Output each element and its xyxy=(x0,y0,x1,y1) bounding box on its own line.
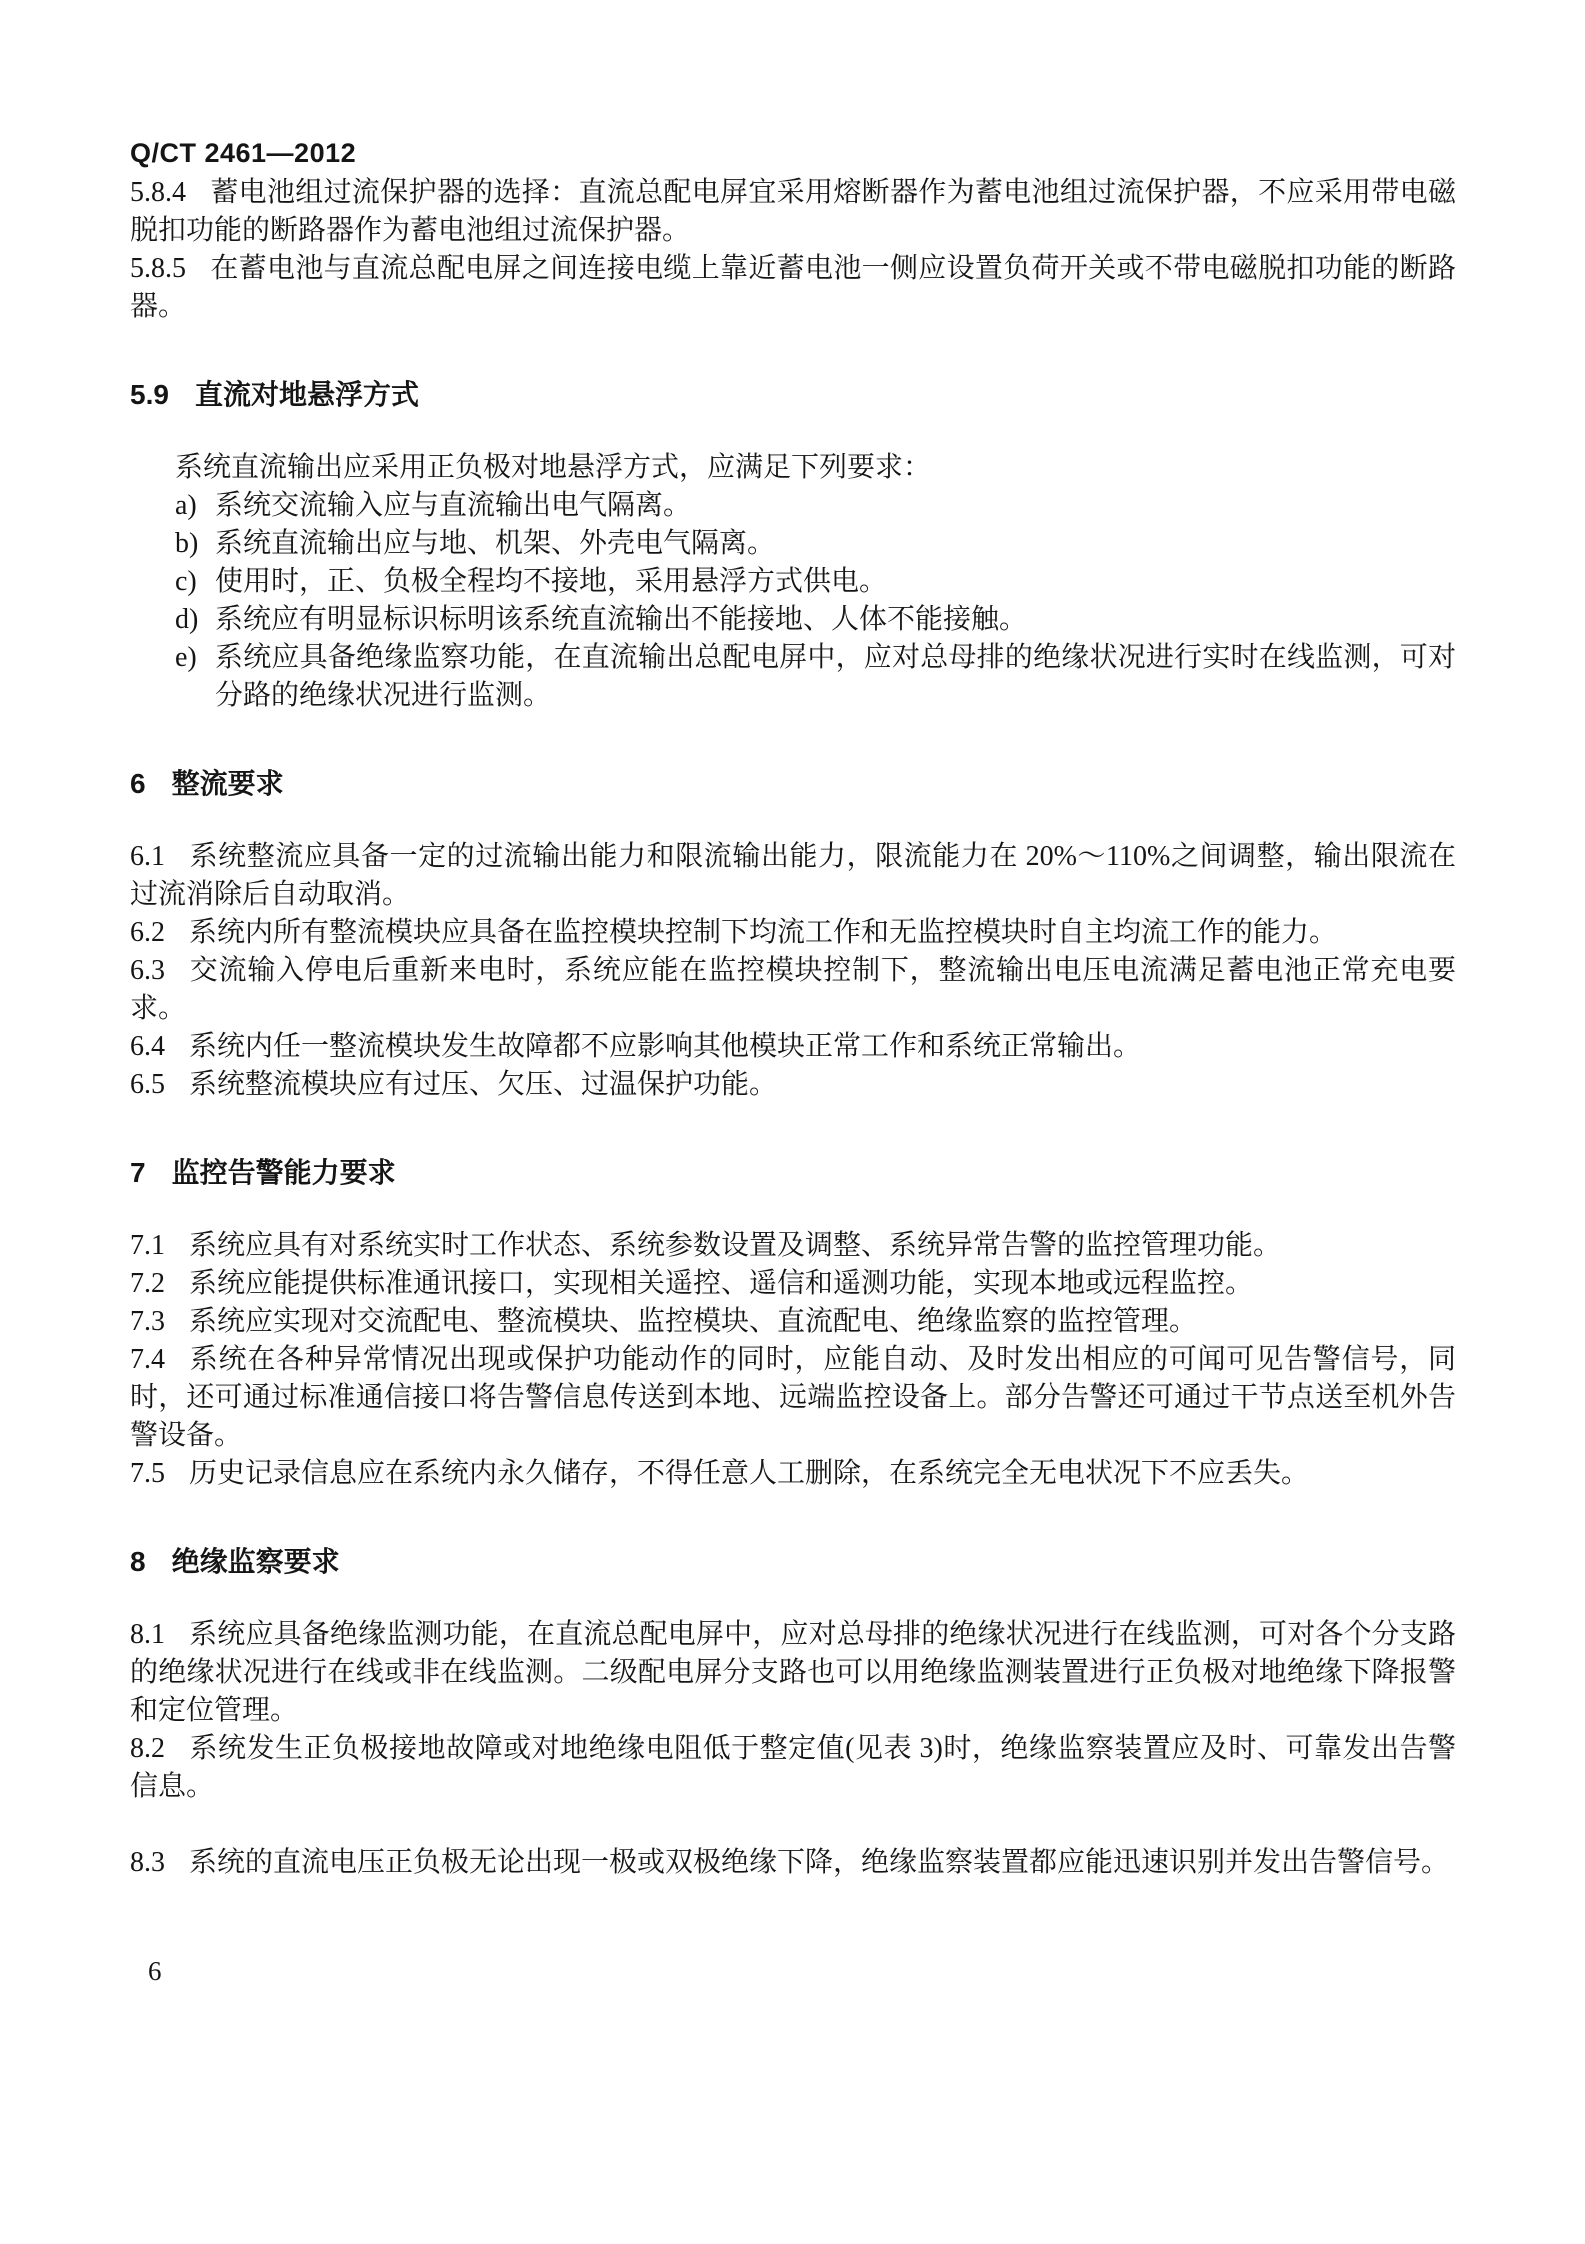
clause-number: 8.1 xyxy=(130,1619,165,1650)
clause-number: 6.2 xyxy=(130,917,165,948)
clause-text: 系统整流模块应有过压、欠压、过温保护功能。 xyxy=(189,1069,778,1100)
clause-text: 交流输入停电后重新来电时，系统应能在监控模块控制下，整流输出电压电流满足蓄电池正常充电要求。 xyxy=(130,955,1456,1024)
clause-text: 系统整流应具备一定的过流输出能力和限流输出能力，限流能力在 20%～110%之间调整，输出限流在过流消除后自动取消。 xyxy=(130,841,1456,910)
clause-text: 系统内所有整流模块应具备在监控模块控制下均流工作和无监控模块时自主均流工作的能力。 xyxy=(189,917,1338,948)
list-marker: c) xyxy=(175,566,197,597)
clause-paragraph xyxy=(130,1303,1456,1341)
clause-paragraph xyxy=(130,1341,1456,1455)
clause-paragraph xyxy=(130,1028,1456,1066)
clause-text: 系统的直流电压正负极无论出现一极或双极绝缘下降，绝缘监察装置都应能迅速识别并发出告警信号。 xyxy=(189,1847,1450,1878)
list-marker: b) xyxy=(175,528,199,559)
clause-text: 系统发生正负极接地故障或对地绝缘电阻低于整定值(见表 3)时，绝缘监察装置应及时、可靠发出告警信息。 xyxy=(130,1733,1456,1802)
clause-text: 系统内任一整流模块发生故障都不应影响其他模块正常工作和系统正常输出。 xyxy=(189,1031,1142,1062)
clause-text: 历史记录信息应在系统内永久储存，不得任意人工删除，在系统完全无电状况下不应丢失。 xyxy=(189,1458,1310,1489)
list-item-text: 系统直流输出应与地、机架、外壳电气隔离。 xyxy=(215,528,776,559)
clause-number: 5.8.5 xyxy=(130,253,186,284)
section-number: 7 xyxy=(130,1157,146,1188)
section-title: 监控告警能力要求 xyxy=(171,1157,396,1188)
page-number: 6 xyxy=(148,1956,162,1986)
clause-number: 6.1 xyxy=(130,841,165,872)
clause-number: 8.2 xyxy=(130,1733,165,1764)
clause-paragraph xyxy=(130,914,1456,952)
list-item-text: 系统应具备绝缘监察功能，在直流输出总配电屏中，应对总母排的绝缘状况进行实时在线监测，可对分路的绝缘状况进行监测。 xyxy=(215,642,1456,711)
clause-paragraph xyxy=(130,1616,1456,1730)
section-number: 8 xyxy=(130,1546,146,1577)
section-title: 直流对地悬浮方式 xyxy=(194,379,419,410)
list-item-text: 系统交流输入应与直流输出电气隔离。 xyxy=(215,490,692,521)
clause-number: 8.3 xyxy=(130,1847,165,1878)
clause-paragraph xyxy=(130,1265,1456,1303)
clause-number: 7.1 xyxy=(130,1230,165,1261)
clause-number: 7.4 xyxy=(130,1344,165,1375)
section-title: 绝缘监察要求 xyxy=(171,1546,340,1577)
clause-number: 7.3 xyxy=(130,1306,165,1337)
clause-text: 系统应具备绝缘监测功能，在直流总配电屏中，应对总母排的绝缘状况进行在线监测，可对各个分支路的绝缘状况进行在线或非在线监测。二级配电屏分支路也可以用绝缘监测装置进行正负极对地绝缘下降报警和定位管理。 xyxy=(130,1619,1456,1726)
clause-text: 系统应具有对系统实时工作状态、系统参数设置及调整、系统异常告警的监控管理功能。 xyxy=(189,1230,1282,1261)
list-item-text: 系统应有明显标识标明该系统直流输出不能接地、人体不能接触。 xyxy=(215,604,1028,635)
clause-paragraph xyxy=(130,1066,1456,1104)
clause-paragraph xyxy=(130,1844,1456,1882)
clause-text: 系统应能提供标准通讯接口，实现相关遥控、遥信和遥测功能，实现本地或远程监控。 xyxy=(189,1268,1254,1299)
list-item xyxy=(175,601,1456,639)
clause-paragraph xyxy=(130,1455,1456,1493)
section-title: 整流要求 xyxy=(171,768,284,799)
list-item xyxy=(175,563,1456,601)
clause-text: 蓄电池组过流保护器的选择：直流总配电屏宜采用熔断器作为蓄电池组过流保护器，不应采用带电磁脱扣功能的断路器作为蓄电池组过流保护器。 xyxy=(130,177,1456,246)
list-marker: d) xyxy=(175,604,199,635)
clause-number: 6.5 xyxy=(130,1069,165,1100)
clause-number: 6.4 xyxy=(130,1031,165,1062)
section-heading xyxy=(130,376,1456,414)
clause-number: 7.2 xyxy=(130,1268,165,1299)
clause-paragraph xyxy=(130,174,1456,250)
clause-text: 系统应实现对交流配电、整流模块、监控模块、直流配电、绝缘监察的监控管理。 xyxy=(189,1306,1198,1337)
section-number: 5.9 xyxy=(130,379,169,410)
clause-text: 系统在各种异常情况出现或保护功能动作的同时，应能自动、及时发出相应的可闻可见告警信号，同时，还可通过标准通信接口将告警信息传送到本地、远端监控设备上。部分告警还可通过干节点送至机外告警设备。 xyxy=(130,1344,1456,1451)
clause-paragraph xyxy=(130,838,1456,914)
list-marker: a) xyxy=(175,490,197,521)
clause-number: 7.5 xyxy=(130,1458,165,1489)
doc-number: Q/CT 2461—2012 xyxy=(130,138,357,168)
intro-paragraph xyxy=(130,449,1456,487)
document-body xyxy=(130,174,1456,1882)
section-number: 6 xyxy=(130,768,146,799)
section-heading xyxy=(130,1543,1456,1581)
list-marker: e) xyxy=(175,642,197,673)
clause-paragraph xyxy=(130,952,1456,1028)
list-item xyxy=(175,639,1456,715)
clause-paragraph xyxy=(130,250,1456,326)
clause-paragraph xyxy=(130,1227,1456,1265)
intro-text: 系统直流输出应采用正负极对地悬浮方式，应满足下列要求： xyxy=(175,452,932,483)
section-heading xyxy=(130,1154,1456,1192)
list-item-text: 使用时，正、负极全程均不接地，采用悬浮方式供电。 xyxy=(215,566,888,597)
section-heading xyxy=(130,765,1456,803)
list-item xyxy=(175,487,1456,525)
clause-paragraph xyxy=(130,1730,1456,1806)
clause-number: 5.8.4 xyxy=(130,177,186,208)
list-item xyxy=(175,525,1456,563)
clause-text: 在蓄电池与直流总配电屏之间连接电缆上靠近蓄电池一侧应设置负荷开关或不带电磁脱扣功能的断路器。 xyxy=(130,253,1456,322)
clause-number: 6.3 xyxy=(130,955,165,986)
